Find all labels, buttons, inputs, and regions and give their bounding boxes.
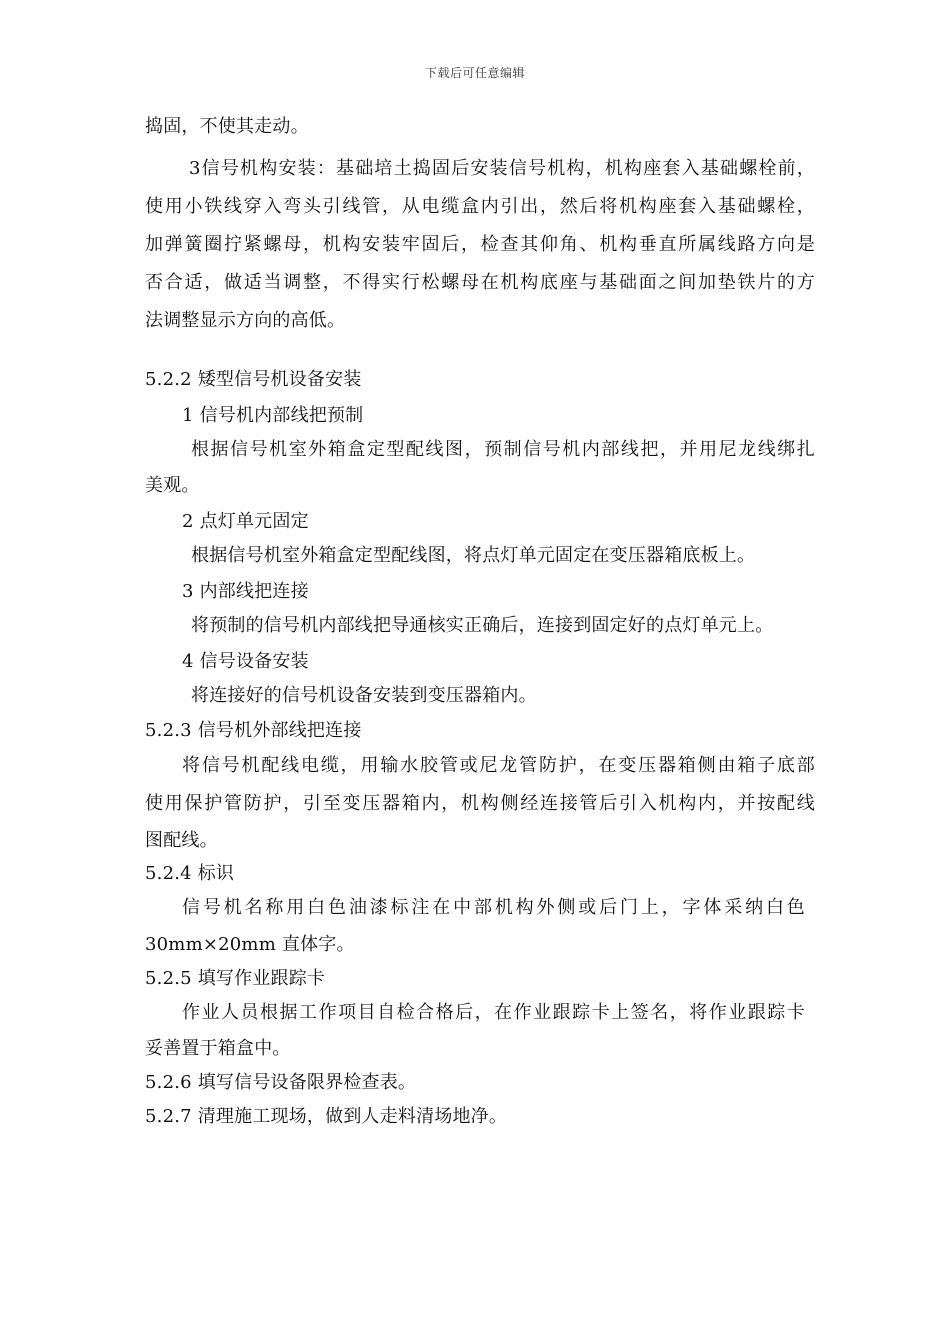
section-heading: 5.2.6 填写信号设备限界检查表。 <box>145 1072 417 1093</box>
subsection-heading: 3 内部线把连接 <box>182 581 309 602</box>
paragraph-line: 根据信号机室外箱盒定型配线图，将点灯单元固定在变压器箱底板上。 <box>191 545 756 566</box>
section-heading: 5.2.4 标识 <box>145 863 235 884</box>
paragraph-line: 妥善置于箱盒中。 <box>145 1038 291 1059</box>
section-heading: 5.2.7 清理施工现场，做到人走料清场地净。 <box>145 1106 508 1127</box>
page-header: 下载后可任意编辑 <box>424 66 525 80</box>
paragraph-line: 30mm×20mm 直体字。 <box>145 934 355 955</box>
section-heading: 5.2.3 信号机外部线把连接 <box>145 720 362 741</box>
section-heading: 5.2.5 填写作业跟踪卡 <box>145 968 326 989</box>
paragraph-line: 使用小铁线穿入弯头引线管，从电缆盒内引出，然后将机构座套入基础螺栓， <box>145 196 815 217</box>
paragraph-line: 法调整显示方向的高低。 <box>145 310 346 331</box>
paragraph-line: 使用保护管防护，引至变压器箱内，机构侧经连接管后引入机构内，并按配线 <box>145 793 815 814</box>
paragraph-line: 根据信号机室外箱盒定型配线图，预制信号机内部线把，并用尼龙线绑扎 <box>191 439 815 460</box>
subsection-heading: 1 信号机内部线把预制 <box>182 405 364 426</box>
paragraph-line: 加弹簧圈拧紧螺母，机构安装牢固后，检查其仰角、机构垂直所属线路方向是 <box>145 234 815 255</box>
paragraph-line: 将连接好的信号机设备安装到变压器箱内。 <box>191 685 537 706</box>
paragraph-line: 美观。 <box>145 475 200 496</box>
section-heading: 5.2.2 矮型信号机设备安装 <box>145 369 362 390</box>
paragraph-line: 信号机名称用白色油漆标注在中部机构外侧或后门上，字体采纳白色 <box>182 897 805 918</box>
subsection-heading: 4 信号设备安装 <box>182 651 309 672</box>
paragraph-line: 3信号机构安装：基础培土捣固后安装信号机构，机构座套入基础螺栓前， <box>189 158 815 179</box>
paragraph-line: 否合适，做适当调整，不得实行松螺母在机构底座与基础面之间加垫铁片的方 <box>145 272 815 293</box>
paragraph-line: 将信号机配线电缆，用输水胶管或尼龙管防护，在变压器箱侧由箱子底部 <box>182 755 815 776</box>
paragraph-line: 作业人员根据工作项目自检合格后，在作业跟踪卡上签名，将作业跟踪卡 <box>182 1002 805 1023</box>
paragraph-line: 将预制的信号机内部线把导通核实正确后，连接到固定好的点灯单元上。 <box>191 615 774 636</box>
paragraph-line: 捣固，不使其走动。 <box>145 116 309 137</box>
subsection-heading: 2 点灯单元固定 <box>182 511 309 532</box>
paragraph-line: 图配线。 <box>145 830 218 851</box>
